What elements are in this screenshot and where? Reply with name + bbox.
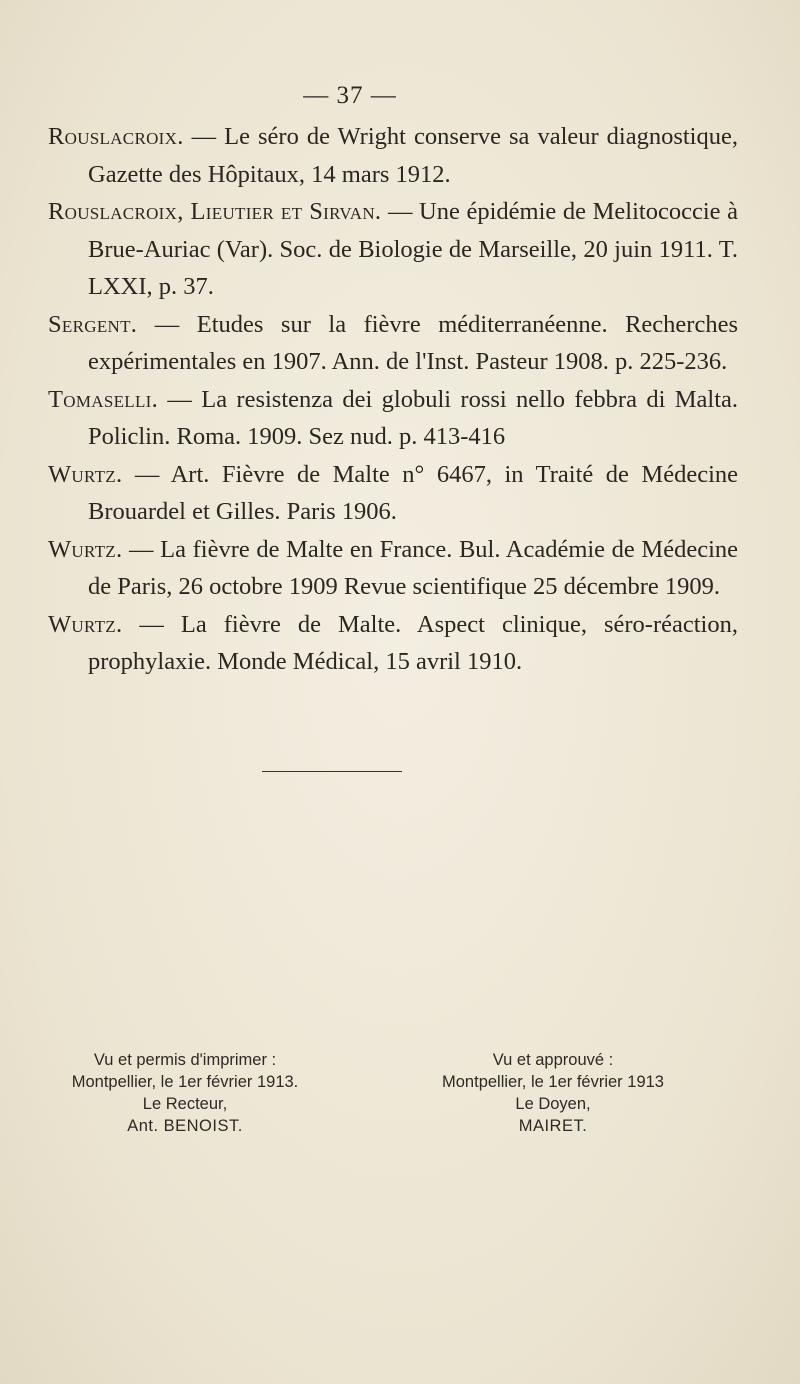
entry-author: Wurtz. — [48, 610, 123, 638]
bibliography-entry — [48, 306, 738, 381]
bibliography-entry — [48, 381, 738, 456]
entry-author: Rouslacroix, Lieutier et Sirvan. — [48, 198, 382, 225]
bibliography-entry — [48, 118, 738, 193]
imprimatur-date: Montpellier, le 1er février 1913 — [442, 1073, 664, 1091]
imprimatur-heading: Vu et approuvé : — [492, 1051, 614, 1069]
entry-author: Wurtz. — [48, 460, 123, 488]
entry-text: — La fièvre de Malte. Aspect clinique, séro-réaction, prophylaxie. Monde Médical, 15 avril 1910. — [88, 610, 738, 675]
bibliography-list — [48, 118, 738, 681]
section-divider — [262, 771, 402, 772]
imprimatur-title: Le Doyen, — [515, 1095, 591, 1113]
imprimatur-signatory: Ant. BENOIST. — [127, 1117, 243, 1135]
entry-text: — La resistenza dei globuli rossi nello febbra di Malta. Policlin. Roma. 1909. Sez nud. p. 413-416 — [88, 385, 738, 450]
entry-author: Sergent. — [48, 310, 138, 338]
entry-author: Tomaselli. — [48, 385, 159, 413]
bibliography-entry — [48, 606, 738, 681]
entry-author: Rouslacroix. — [48, 123, 184, 150]
imprimatur-signatory: MAIRET. — [518, 1117, 588, 1135]
entry-text: — Le séro de Wright conserve sa valeur diagnostique, Gazette des Hôpitaux, 14 mars 1912. — [88, 123, 738, 188]
imprimatur-rector — [40, 1049, 330, 1137]
bibliography-entry — [48, 456, 738, 531]
imprimatur-heading: Vu et permis d'imprimer : — [93, 1051, 277, 1069]
imprimatur-date: Montpellier, le 1er février 1913. — [71, 1073, 299, 1091]
entry-author: Wurtz. — [48, 535, 123, 563]
bibliography-entry — [48, 531, 738, 606]
entry-text: — Etudes sur la fièvre méditerranéenne. Recherches expérimentales en 1907. Ann. de l'Inst. Pasteur 1908. p. 225-236. — [88, 310, 738, 375]
imprimatur-title: Le Recteur, — [142, 1095, 228, 1113]
page-number: — 37 — — [303, 82, 397, 109]
imprimatur-dean — [388, 1049, 718, 1137]
entry-text: — Une épidémie de Melitococcie à Brue-Auriac (Var). Soc. de Biologie de Marseille, 20 juin 1911. T. LXXI, p. 37. — [88, 198, 738, 300]
entry-text: — Art. Fièvre de Malte n° 6467, in Traité de Médecine Brouardel et Gilles. Paris 1906. — [88, 460, 738, 525]
bibliography-entry — [48, 193, 738, 306]
entry-text: — La fièvre de Malte en France. Bul. Académie de Médecine de Paris, 26 octobre 1909 Revue scientifique 25 décembre 1909. — [88, 535, 738, 600]
